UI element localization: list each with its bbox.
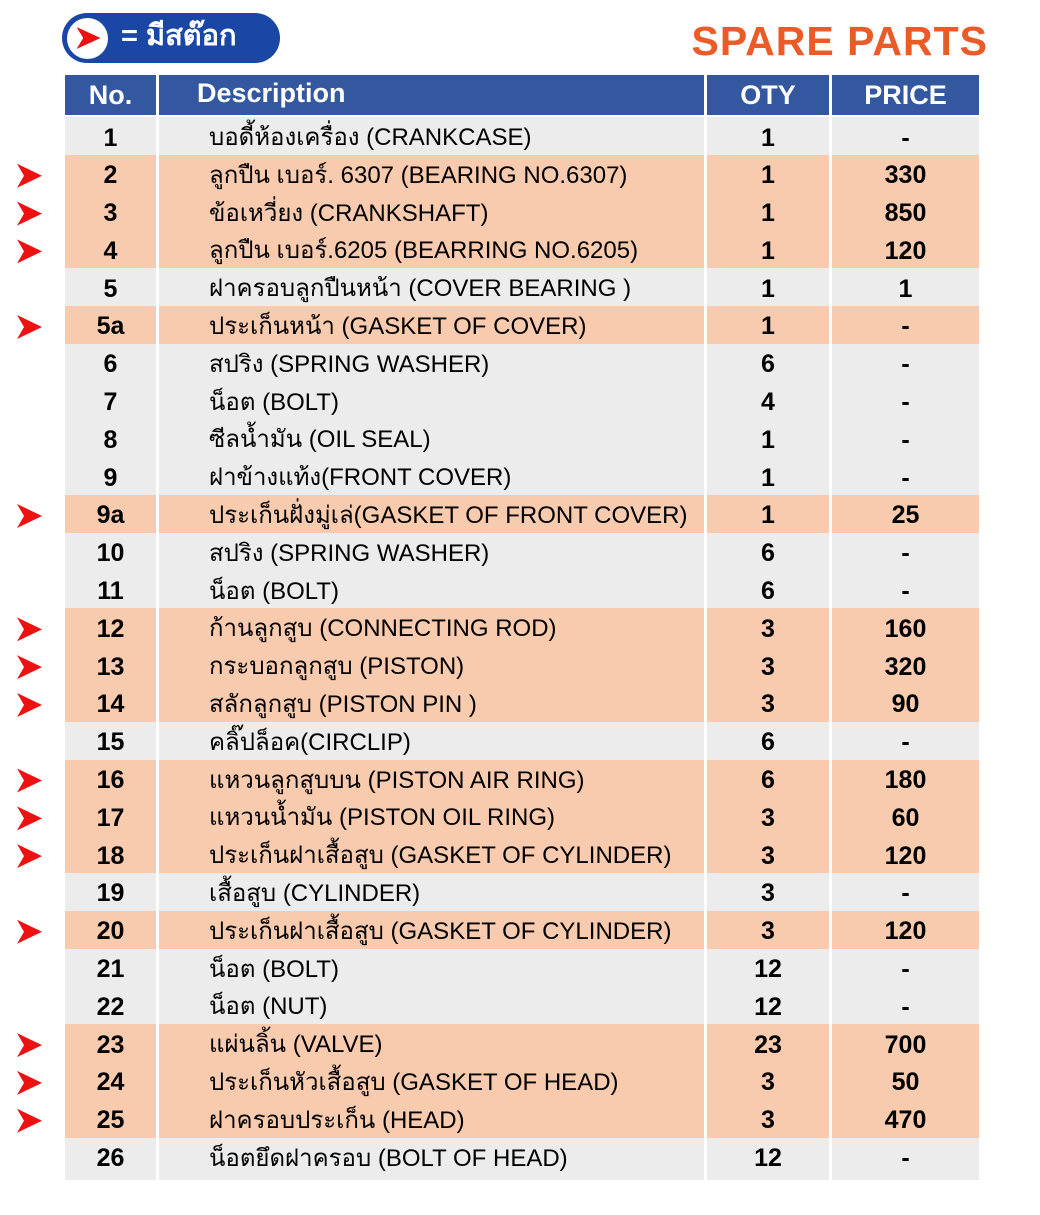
row-description: ซีลน้ำมัน (OIL SEAL) [159, 419, 707, 461]
row-qty: 1 [707, 193, 832, 235]
row-description: แหวนลูกสูบบน (PISTON AIR RING) [159, 760, 707, 802]
row-qty: 1 [707, 306, 832, 348]
row-qty: 1 [707, 117, 832, 159]
table-row [0, 873, 1040, 909]
table-row [0, 382, 1040, 418]
row-qty: 1 [707, 419, 832, 461]
row-no: 9a [65, 495, 159, 537]
row-description: ประเก็นฝาเสื้อสูบ (GASKET OF CYLINDER) [159, 835, 707, 877]
in-stock-arrow-icon [17, 315, 42, 339]
row-marker [0, 193, 65, 235]
row-no: 18 [65, 835, 159, 877]
row-marker [0, 1100, 65, 1142]
row-marker [0, 306, 65, 348]
row-price: - [832, 1138, 979, 1180]
table-row [0, 193, 1040, 229]
row-description: ฝาครอบประเก็น (HEAD) [159, 1100, 707, 1142]
table-row [0, 760, 1040, 796]
row-qty: 12 [707, 949, 832, 991]
row-qty: 1 [707, 457, 832, 499]
row-price: - [832, 344, 979, 386]
row-price: 330 [832, 155, 979, 197]
row-description: สปริง (SPRING WASHER) [159, 533, 707, 575]
row-price: 25 [832, 495, 979, 537]
table-row [0, 306, 1040, 342]
table-row [0, 911, 1040, 947]
row-qty: 1 [707, 268, 832, 310]
row-marker [0, 571, 65, 613]
row-no: 23 [65, 1024, 159, 1066]
table-row [0, 1100, 1040, 1136]
row-marker [0, 873, 65, 915]
row-description: ประเก็นฝาเสื้อสูบ (GASKET OF CYLINDER) [159, 911, 707, 953]
in-stock-arrow-icon [17, 920, 42, 944]
stock-legend [62, 13, 280, 63]
row-description: บอดี้ห้องเครื่อง (CRANKCASE) [159, 117, 707, 159]
row-marker [0, 722, 65, 764]
page-title: SPARE PARTS [691, 18, 988, 64]
row-qty: 3 [707, 608, 832, 650]
in-stock-arrow-icon [17, 1033, 42, 1057]
row-qty: 3 [707, 1100, 832, 1142]
row-no: 7 [65, 382, 159, 424]
row-qty: 6 [707, 571, 832, 613]
row-price: 50 [832, 1062, 979, 1104]
row-no: 25 [65, 1100, 159, 1142]
row-marker [0, 986, 65, 1028]
row-no: 24 [65, 1062, 159, 1104]
table-body [0, 117, 1040, 1173]
in-stock-arrow-icon [17, 806, 42, 830]
row-qty: 1 [707, 230, 832, 272]
row-marker [0, 117, 65, 159]
header-marker-spacer [0, 75, 65, 115]
row-price: 120 [832, 230, 979, 272]
row-price: 120 [832, 911, 979, 953]
row-description: น็อต (BOLT) [159, 949, 707, 991]
table-row [0, 533, 1040, 569]
row-price: 1 [832, 268, 979, 310]
row-qty: 6 [707, 760, 832, 802]
row-price: - [832, 533, 979, 575]
row-price: - [832, 382, 979, 424]
table-row [0, 117, 1040, 153]
row-no: 3 [65, 193, 159, 235]
row-price: - [832, 457, 979, 499]
table-row [0, 835, 1040, 871]
row-description: น็อต (BOLT) [159, 571, 707, 613]
table-row [0, 722, 1040, 758]
row-no: 22 [65, 986, 159, 1028]
row-marker [0, 760, 65, 802]
row-marker [0, 797, 65, 839]
row-description: เสื้อสูบ (CYLINDER) [159, 873, 707, 915]
row-no: 16 [65, 760, 159, 802]
header-no: No. [65, 75, 159, 115]
row-qty: 3 [707, 646, 832, 688]
row-description: สปริง (SPRING WASHER) [159, 344, 707, 386]
row-qty: 12 [707, 1138, 832, 1180]
row-marker [0, 382, 65, 424]
row-qty: 3 [707, 873, 832, 915]
table-row [0, 1138, 1040, 1174]
row-qty: 4 [707, 382, 832, 424]
row-description: ประเก็นหัวเสื้อสูบ (GASKET OF HEAD) [159, 1062, 707, 1104]
row-qty: 6 [707, 722, 832, 764]
row-marker [0, 268, 65, 310]
row-marker [0, 684, 65, 726]
row-description: กระบอกลูกสูบ (PISTON) [159, 646, 707, 688]
row-no: 11 [65, 571, 159, 613]
legend-label: = มีสต๊อก [121, 19, 237, 52]
row-no: 19 [65, 873, 159, 915]
in-stock-arrow-icon [17, 769, 42, 793]
row-marker [0, 1138, 65, 1180]
row-marker [0, 949, 65, 991]
table-row [0, 646, 1040, 682]
in-stock-arrow-icon [77, 27, 101, 49]
row-no: 6 [65, 344, 159, 386]
row-marker [0, 835, 65, 877]
in-stock-arrow-icon [17, 164, 42, 188]
in-stock-arrow-icon [17, 617, 42, 641]
row-price: 320 [832, 646, 979, 688]
header-qty: OTY [707, 75, 832, 115]
in-stock-arrow-icon [17, 844, 42, 868]
table-row [0, 155, 1040, 191]
row-no: 14 [65, 684, 159, 726]
row-marker [0, 608, 65, 650]
in-stock-arrow-icon [17, 1109, 42, 1133]
row-price: 700 [832, 1024, 979, 1066]
row-price: - [832, 986, 979, 1028]
row-price: - [832, 722, 979, 764]
row-description: ฝาครอบลูกปืนหน้า (COVER BEARING ) [159, 268, 707, 310]
header-price: PRICE [832, 75, 979, 115]
table-row [0, 684, 1040, 720]
table-row [0, 571, 1040, 607]
row-description: ประเก็นหน้า (GASKET OF COVER) [159, 306, 707, 348]
row-price: 160 [832, 608, 979, 650]
row-no: 5a [65, 306, 159, 348]
row-marker [0, 1024, 65, 1066]
row-description: ลูกปืน เบอร์.6205 (BEARRING NO.6205) [159, 230, 707, 272]
table-row [0, 419, 1040, 455]
row-qty: 3 [707, 835, 832, 877]
header-description: Description [159, 75, 707, 115]
row-price: 180 [832, 760, 979, 802]
row-no: 15 [65, 722, 159, 764]
row-description: คลิ๊ปล็อค(CIRCLIP) [159, 722, 707, 764]
spare-parts-table [0, 75, 1040, 1175]
row-marker [0, 495, 65, 537]
row-description: น็อตยึดฝาครอบ (BOLT OF HEAD) [159, 1138, 707, 1180]
row-no: 4 [65, 230, 159, 272]
row-price: - [832, 419, 979, 461]
in-stock-arrow-icon [17, 693, 42, 717]
table-row [0, 268, 1040, 304]
table-row [0, 1062, 1040, 1098]
row-no: 26 [65, 1138, 159, 1180]
row-description: ประเก็นฝั่งมู่เล่(GASKET OF FRONT COVER) [159, 495, 707, 537]
row-marker [0, 533, 65, 575]
row-price: 120 [832, 835, 979, 877]
row-qty: 3 [707, 1062, 832, 1104]
row-description: ลูกปืน เบอร์. 6307 (BEARING NO.6307) [159, 155, 707, 197]
in-stock-arrow-icon [17, 655, 42, 679]
row-no: 21 [65, 949, 159, 991]
table-row [0, 495, 1040, 531]
row-no: 10 [65, 533, 159, 575]
row-qty: 23 [707, 1024, 832, 1066]
table-row [0, 986, 1040, 1022]
table-row [0, 457, 1040, 493]
row-price: - [832, 571, 979, 613]
row-description: น็อต (BOLT) [159, 382, 707, 424]
row-no: 2 [65, 155, 159, 197]
row-no: 12 [65, 608, 159, 650]
row-no: 17 [65, 797, 159, 839]
row-description: ก้านลูกสูบ (CONNECTING ROD) [159, 608, 707, 650]
row-price: - [832, 949, 979, 991]
row-price: 850 [832, 193, 979, 235]
row-no: 9 [65, 457, 159, 499]
row-marker [0, 1062, 65, 1104]
table-row [0, 608, 1040, 644]
in-stock-arrow-icon [17, 239, 42, 263]
table-header-row [0, 75, 1040, 115]
table-row [0, 230, 1040, 266]
row-qty: 3 [707, 684, 832, 726]
row-marker [0, 344, 65, 386]
legend-circle [67, 18, 108, 59]
row-marker [0, 155, 65, 197]
row-price: - [832, 306, 979, 348]
row-description: น็อต (NUT) [159, 986, 707, 1028]
row-description: ฝาข้างแท้ง(FRONT COVER) [159, 457, 707, 499]
row-qty: 3 [707, 911, 832, 953]
table-row [0, 344, 1040, 380]
row-description: ข้อเหวี่ยง (CRANKSHAFT) [159, 193, 707, 235]
row-qty: 1 [707, 155, 832, 197]
row-no: 20 [65, 911, 159, 953]
in-stock-arrow-icon [17, 1071, 42, 1095]
row-no: 13 [65, 646, 159, 688]
row-qty: 6 [707, 533, 832, 575]
table-row [0, 1024, 1040, 1060]
row-price: - [832, 873, 979, 915]
row-marker [0, 230, 65, 272]
row-no: 8 [65, 419, 159, 461]
row-qty: 3 [707, 797, 832, 839]
row-marker [0, 911, 65, 953]
row-marker [0, 457, 65, 499]
row-price: 60 [832, 797, 979, 839]
in-stock-arrow-icon [17, 202, 42, 226]
row-no: 5 [65, 268, 159, 310]
in-stock-arrow-icon [17, 504, 42, 528]
row-marker [0, 646, 65, 688]
row-qty: 6 [707, 344, 832, 386]
row-description: แหวนน้ำมัน (PISTON OIL RING) [159, 797, 707, 839]
row-price: 470 [832, 1100, 979, 1142]
row-description: สลักลูกสูบ (PISTON PIN ) [159, 684, 707, 726]
table-row [0, 949, 1040, 985]
row-qty: 12 [707, 986, 832, 1028]
table-row [0, 797, 1040, 833]
row-price: - [832, 117, 979, 159]
row-marker [0, 419, 65, 461]
row-description: แผ่นลิ้น (VALVE) [159, 1024, 707, 1066]
row-qty: 1 [707, 495, 832, 537]
row-price: 90 [832, 684, 979, 726]
row-no: 1 [65, 117, 159, 159]
